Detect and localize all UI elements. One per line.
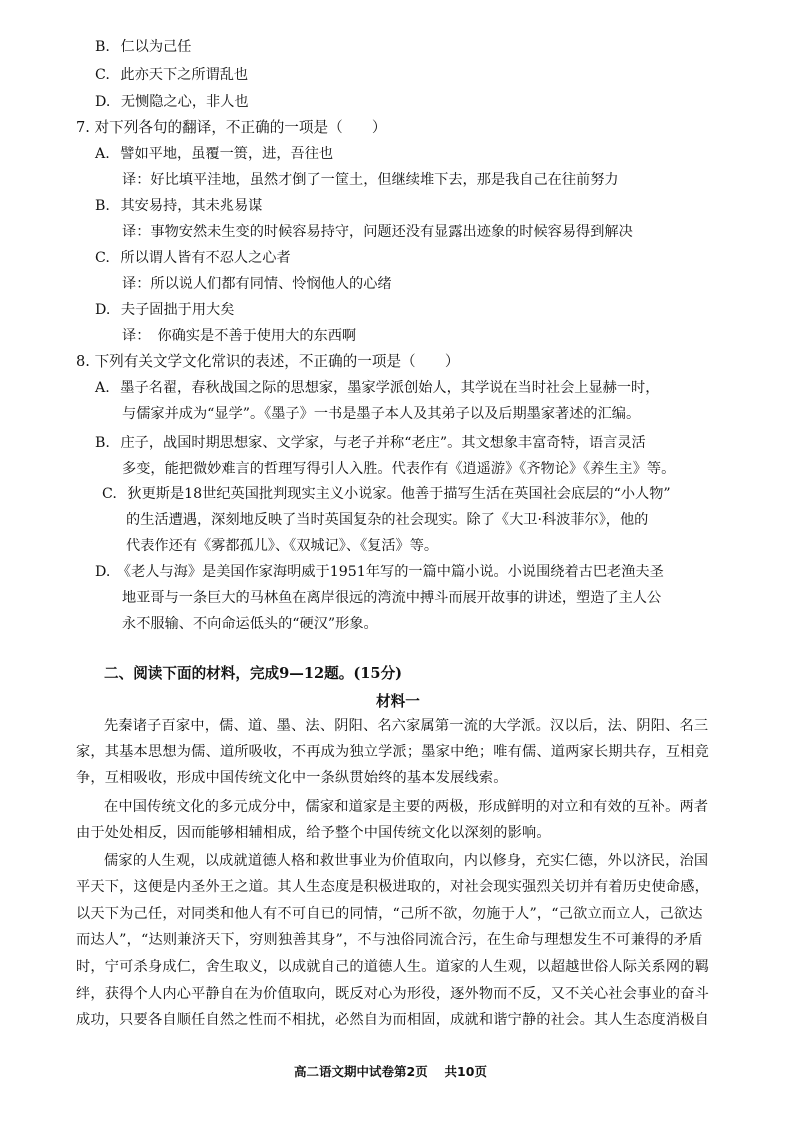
option-text: 无恻隐之心，非人也 <box>120 94 249 110</box>
option-label: D. <box>95 94 111 110</box>
option-text: 譬如平地，虽覆一篑，进，吾往也 <box>120 146 334 162</box>
q8-option-c-line1 <box>102 484 671 504</box>
option-label: A. <box>95 380 110 396</box>
option-text: 夫子固拙于用大矣 <box>120 302 235 318</box>
material-line: 在中国传统文化的多元成分中，儒家和道家是主要的两极，形成鲜明的对立和有效的互补。两者 <box>104 799 709 815</box>
page-footer: 高二语文期中试卷第2页 共10页 <box>294 1064 487 1079</box>
material-line: 时，宁可杀身成仁，舍生取义，以成就自己的道德人生。道家的人生观，以超越世俗人际关系网的羁 <box>76 959 710 975</box>
material-line: 争，互相吸收，形成中国传统文化中一条纵贯始终的基本发展线索。 <box>76 770 508 786</box>
option-text: 其安易持，其未兆易谋 <box>120 198 263 214</box>
material-line: 绊，获得个人内心平静自在为价值取向，既反对心为形役，逐外物而不反，又不关心社会事业的奋斗 <box>76 986 710 1002</box>
q8-option-c-line3: 代表作还有《雾都孤儿》、《双城记》、《复活》等。 <box>126 538 439 554</box>
q8-option-b-line1 <box>95 433 646 453</box>
q7-option-c <box>95 248 291 268</box>
section-heading: 二、阅读下面的材料，完成9—12题。(15分) <box>104 665 403 682</box>
option-text: 狄更斯是18世纪英国批判现实主义小说家。他善于描写生活在英国社会底层的“小人物” <box>127 486 671 502</box>
option-label: B. <box>95 39 110 55</box>
q7-translation-b: 译：事物安然未生变的时候容易持守，问题还没有显露出迹象的时候容易得到解决 <box>122 224 633 240</box>
material-line: 家，其基本思想为儒、道所吸收，不再成为独立学派；墨家中绝；唯有儒、道两家长期共存，互相竞 <box>76 744 710 760</box>
option-label: B. <box>95 435 110 451</box>
option-label: D. <box>95 564 111 580</box>
q7-translation-c: 译：所以说人们都有同情、怜悯他人的心绪 <box>122 276 392 292</box>
option-text: 庄子，战国时期思想家、文学家，与老子并称“老庄”。其文想象丰富奇特，语言灵活 <box>120 435 646 451</box>
option-label: C. <box>102 486 117 502</box>
option-label: C. <box>95 67 110 83</box>
option-label: B. <box>95 198 110 214</box>
q7-translation-d: 译： 你确实是不善于使用大的东西啊 <box>122 328 357 344</box>
option-label: A. <box>95 146 110 162</box>
q6-option-c <box>95 65 248 85</box>
option-label: C. <box>95 250 110 266</box>
option-label: D. <box>95 302 111 318</box>
q6-option-d <box>95 92 249 112</box>
material-line: 由于处处相反，因而能够相辅相成，给予整个中国传统文化以深刻的影响。 <box>76 825 551 841</box>
material-line: 以天下为己任，对同类和他人有不可自已的同情，“己所不欲，勿施于人”，“己欲立而立人，己欲达 <box>76 906 703 922</box>
q7-translation-a: 译：好比填平洼地，虽然才倒了一筐土，但继续堆下去，那是我自己在往前努力 <box>122 172 619 188</box>
option-text: 《老人与海》是美国作家海明威于1951年写的一篇中篇小说。小说围绕着古巴老渔夫圣 <box>116 564 664 580</box>
q8-option-d-line1 <box>95 562 664 582</box>
option-text: 仁以为己任 <box>120 39 192 55</box>
option-text: 墨子名翟，春秋战国之际的思想家，墨家学派创始人，其学说在当时社会上显赫一时， <box>120 380 660 396</box>
material-line: 儒家的人生观，以成就道德人格和救世事业为价值取向，内以修身，充实仁德，外以济民，治国 <box>104 853 709 869</box>
q8-option-a-line1 <box>95 378 659 398</box>
option-text: 所以谓人皆有不忍人之心者 <box>120 250 291 266</box>
q8-option-c-line2: 的生活遭遇，深刻地反映了当时英国复杂的社会现实。除了《大卫·科波菲尔》，他的 <box>126 512 649 528</box>
q8-stem: 8. 下列有关文学文化常识的表述，不正确的一项是（ ） <box>76 353 460 370</box>
q8-option-d-line3: 永不服输、不向命运低头的“硬汉”形象。 <box>122 616 378 632</box>
material-line: 而达人”，“达则兼济天下，穷则独善其身”，不与浊俗同流合污，在生命与理想发生不可兼得的矛盾 <box>76 932 703 948</box>
q6-option-b <box>95 37 191 57</box>
q7-option-a <box>95 144 333 164</box>
q8-option-a-line2: 与儒家并成为“显学”。《墨子》一书是墨子本人及其弟子以及后期墨家著述的汇编。 <box>122 406 641 422</box>
material-line: 先秦诸子百家中，儒、道、墨、法、阴阳、名六家属第一流的大学派。汉以后，法、阴阳、名三 <box>104 718 709 734</box>
option-text: 此亦天下之所谓乱也 <box>120 67 249 83</box>
q7-option-b <box>95 196 262 216</box>
material-title: 材料一 <box>376 693 420 710</box>
material-line: 平天下，这便是内圣外王之道。其人生态度是积极进取的，对社会现实强烈关切并有着历史使命感， <box>76 879 710 895</box>
q8-option-b-line2: 多变，能把微妙难言的哲理写得引人入胜。代表作有《逍遥游》《齐物论》《养生主》等。 <box>122 461 676 477</box>
q7-option-d <box>95 300 234 320</box>
material-line: 成功，只要各自顺任自然之性而不相扰，必然自为而相固，成就和谐宁静的社会。其人生态度消极自 <box>76 1012 710 1028</box>
q7-stem: 7. 对下列各句的翻译，不正确的一项是（ ） <box>76 119 387 136</box>
q8-option-d-line2: 地亚哥与一条巨大的马林鱼在离岸很远的湾流中搏斗而展开故事的讲述，塑造了主人公 <box>122 590 662 606</box>
